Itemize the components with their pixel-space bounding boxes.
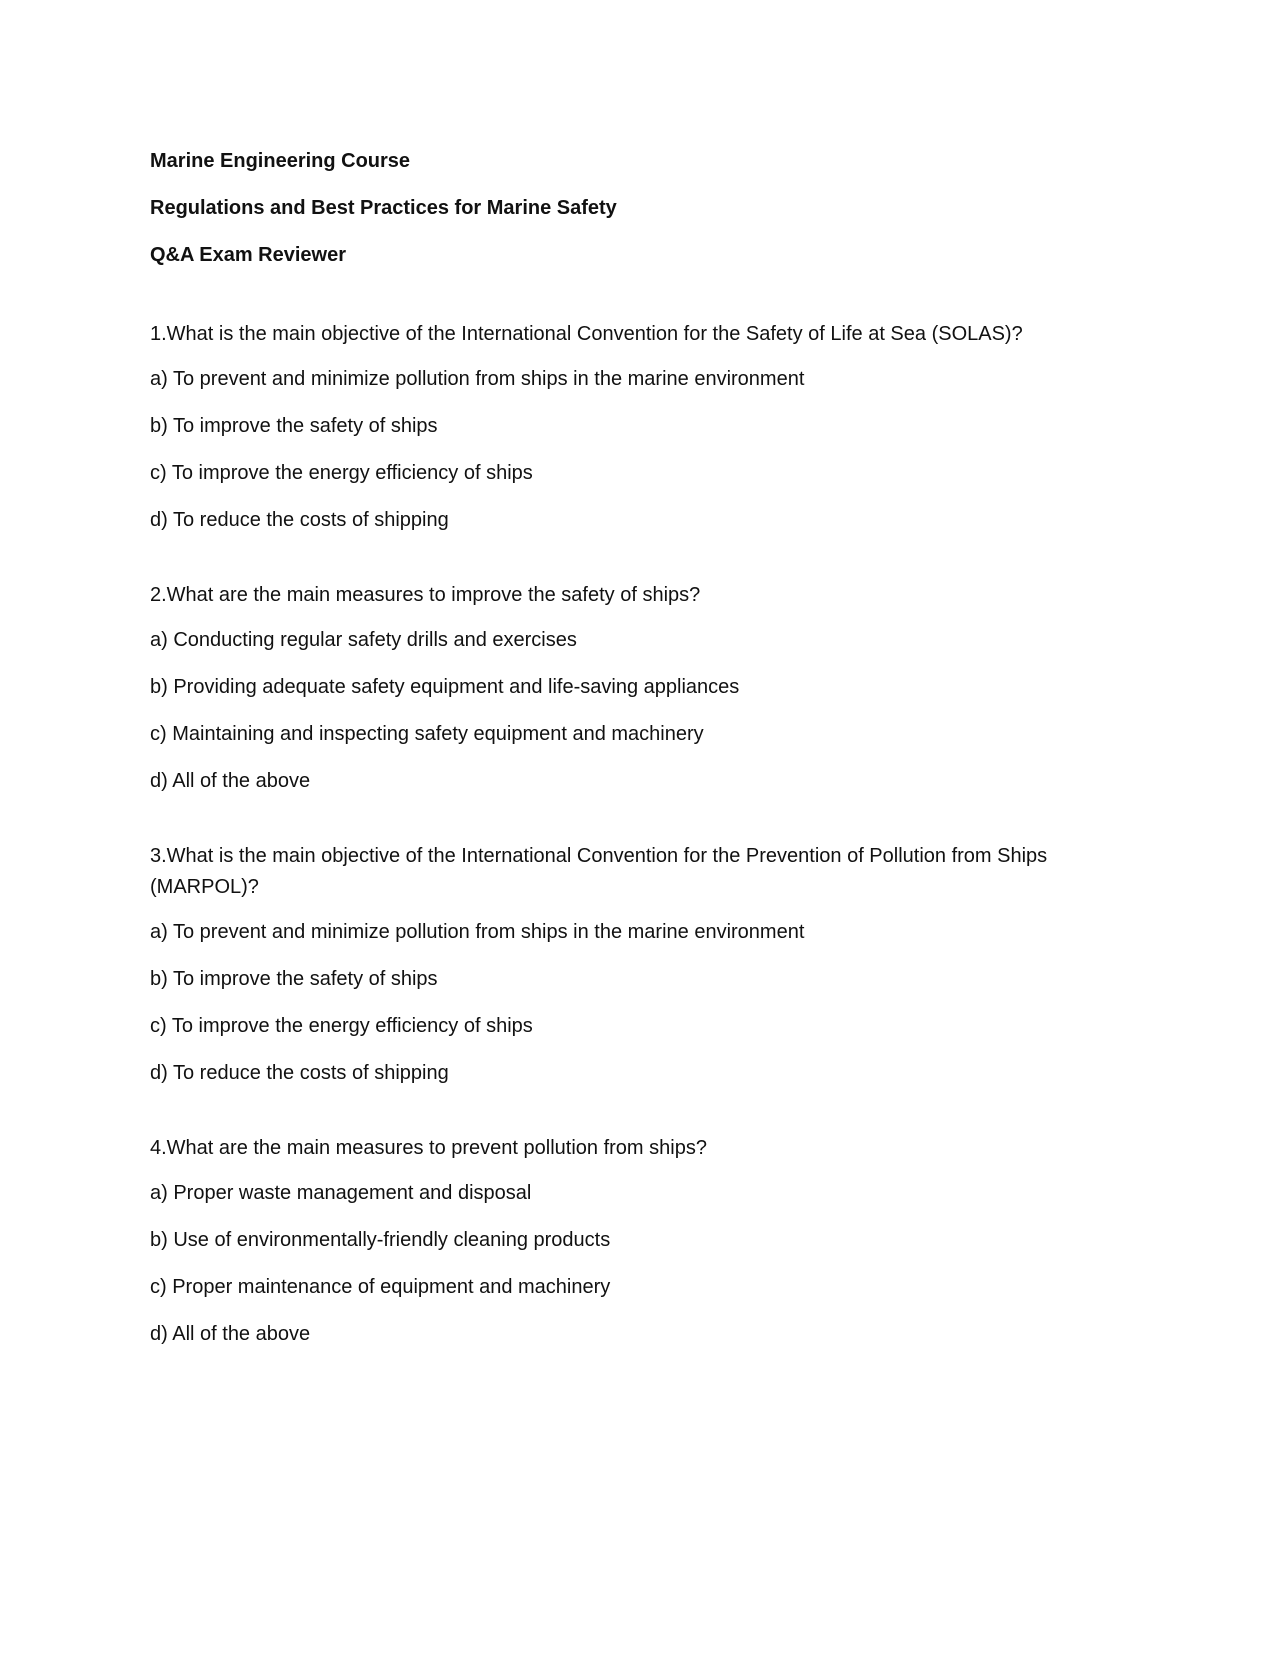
- option-d: d) All of the above: [150, 1323, 311, 1345]
- option-c: c) Maintaining and inspecting safety equipment and machinery: [150, 723, 704, 745]
- option-a: a) Conducting regular safety drills and exercises: [150, 629, 577, 651]
- option-d: d) To reduce the costs of shipping: [150, 509, 449, 531]
- question-3: [150, 841, 1150, 1086]
- option-b: b) To improve the safety of ships: [150, 415, 438, 437]
- document-page: [150, 148, 1150, 1394]
- course-title: Marine Engineering Course: [150, 150, 411, 172]
- document-header: [150, 148, 1150, 268]
- question-text: 4.What are the main measures to prevent pollution from ships?: [150, 1137, 707, 1159]
- question-text: 3.What is the main objective of the International Convention for the Prevention of Pollution from Ships (MARPOL)?: [150, 845, 1048, 898]
- option-a: a) To prevent and minimize pollution from ships in the marine environment: [150, 921, 805, 943]
- option-b: b) Providing adequate safety equipment and life-saving appliances: [150, 676, 740, 698]
- option-b: b) To improve the safety of ships: [150, 968, 438, 990]
- question-4: [150, 1133, 1150, 1347]
- option-d: d) All of the above: [150, 770, 311, 792]
- option-b: b) Use of environmentally-friendly cleaning products: [150, 1229, 611, 1251]
- reviewer-title: Q&A Exam Reviewer: [150, 244, 347, 266]
- option-a: a) Proper waste management and disposal: [150, 1182, 532, 1204]
- question-text: 1.What is the main objective of the International Convention for the Safety of Life at Sea (SOLAS)?: [150, 323, 1023, 345]
- option-d: d) To reduce the costs of shipping: [150, 1062, 449, 1084]
- option-c: c) Proper maintenance of equipment and machinery: [150, 1276, 611, 1298]
- question-2: [150, 580, 1150, 794]
- question-text: 2.What are the main measures to improve the safety of ships?: [150, 584, 701, 606]
- question-1: [150, 319, 1150, 533]
- option-c: c) To improve the energy efficiency of ships: [150, 1015, 533, 1037]
- option-a: a) To prevent and minimize pollution from ships in the marine environment: [150, 368, 805, 390]
- subject-title: Regulations and Best Practices for Marine Safety: [150, 197, 617, 219]
- option-c: c) To improve the energy efficiency of ships: [150, 462, 533, 484]
